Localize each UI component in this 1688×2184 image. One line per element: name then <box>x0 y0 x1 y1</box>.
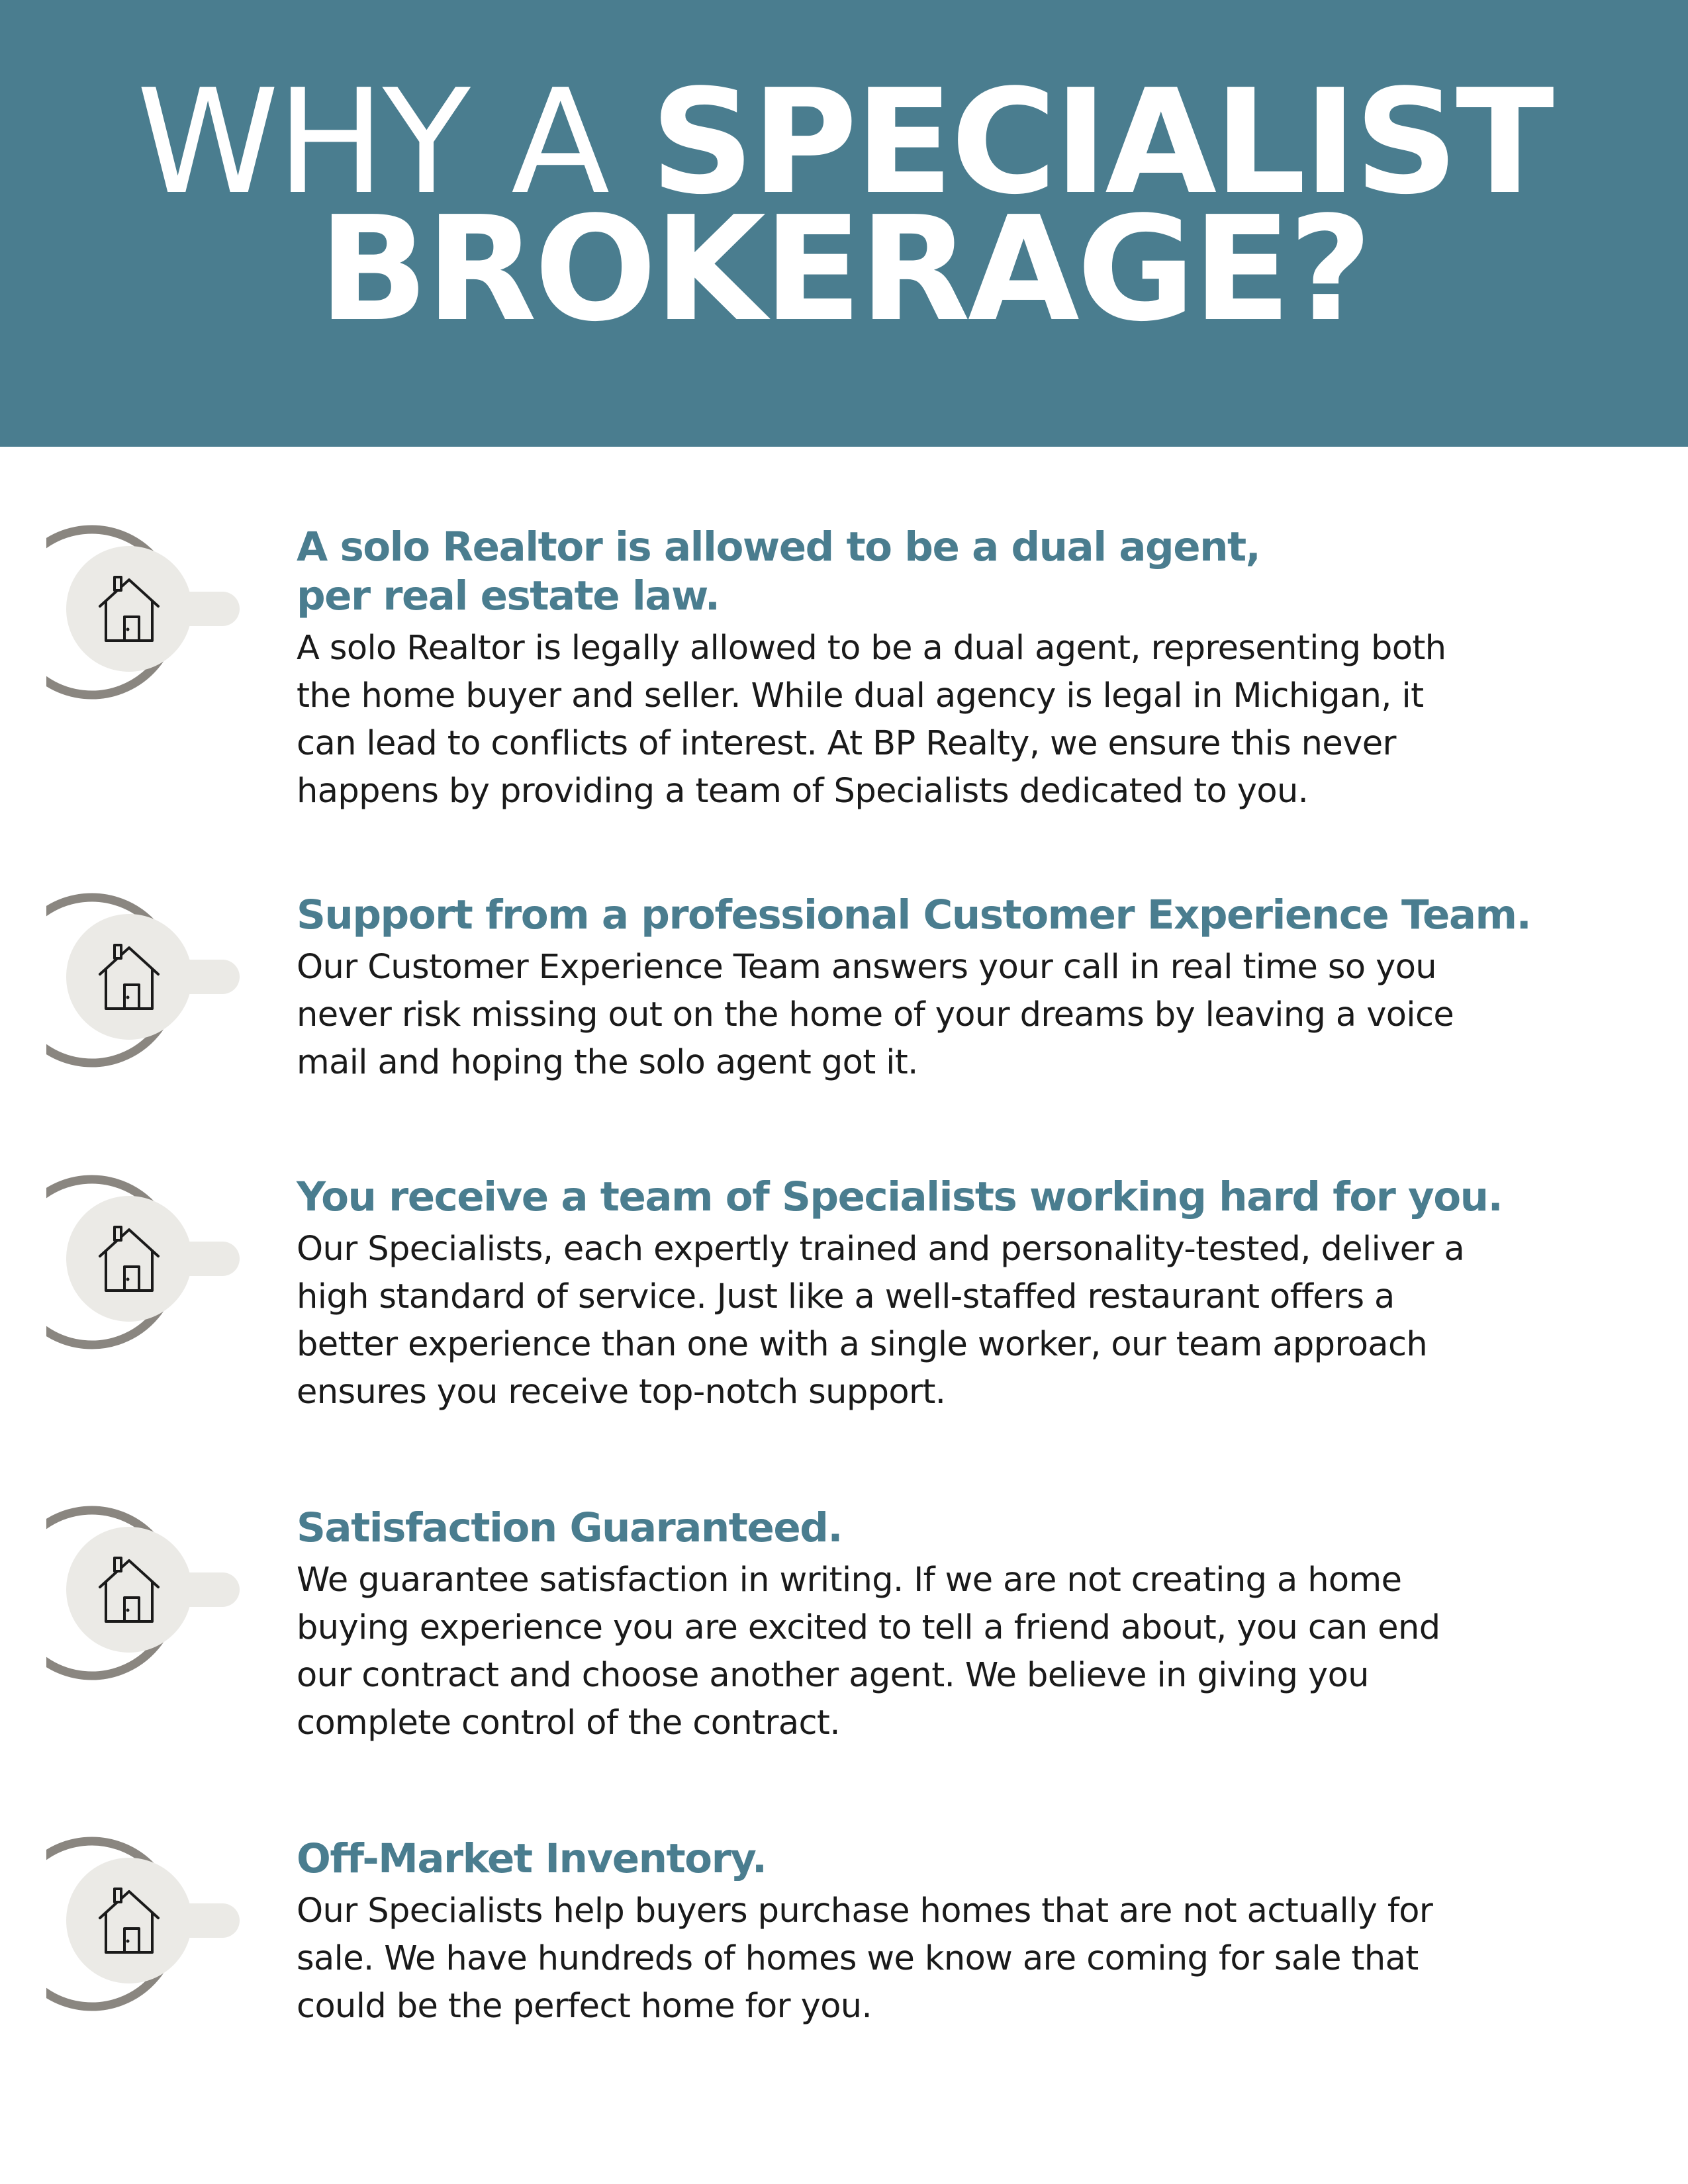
house-icon <box>46 1504 258 1682</box>
feature-heading: A solo Realtor is allowed to be a dual agent, per real estate law. <box>297 523 1260 619</box>
feature-text-block <box>297 1504 1554 1747</box>
feature-text-block <box>297 1173 1554 1416</box>
title-light-text: WHY A <box>136 59 651 226</box>
feature-body: A solo Realtor is legally allowed to be a dual agent, representing both the home buyer and seller. While dual agency is legal in Michigan, it can lead to conflicts of interest. At BP Realty, we ensure this never happens by providing a team of Specialists dedicated to you. <box>297 629 1446 811</box>
feature-text-block <box>297 891 1554 1087</box>
feature-body: We guarantee satisfaction in writing. If we are not creating a home buying experience you are excited to tell a friend about, you can end our contract and choose another agent. We believe in giving you complete control of the contract. <box>297 1561 1440 1743</box>
feature-text-block <box>297 523 1554 815</box>
house-icon <box>46 1835 258 2013</box>
feature-heading: Off-Market Inventory. <box>297 1835 767 1882</box>
feature-body: Our Specialists, each expertly trained and personality-tested, deliver a high standard of service. Just like a well-staffed restaurant offers a better experience than one with a single worker, our team approach ensures you receive top-notch support. <box>297 1230 1465 1412</box>
feature-text-block <box>297 1835 1554 2030</box>
header-banner <box>0 0 1688 447</box>
house-icon <box>46 1173 258 1351</box>
feature-heading: Satisfaction Guaranteed. <box>297 1504 843 1551</box>
title-bold-text-2: BROKERAGE? <box>318 186 1370 353</box>
house-icon <box>46 523 258 702</box>
feature-body: Our Customer Experience Team answers your call in real time so you never risk missing out on the home of your dreams by leaving a voice mail and hoping the solo agent got it. <box>297 948 1454 1082</box>
feature-heading: Support from a professional Customer Experience Team. <box>297 891 1531 938</box>
feature-heading: You receive a team of Specialists working hard for you. <box>297 1173 1503 1220</box>
house-icon <box>46 891 258 1069</box>
feature-body: Our Specialists help buyers purchase homes that are not actually for sale. We have hundreds of homes we know are coming for sale that could be the perfect home for you. <box>297 1891 1433 2026</box>
title-bold-text: SPECIALIST <box>650 59 1552 226</box>
